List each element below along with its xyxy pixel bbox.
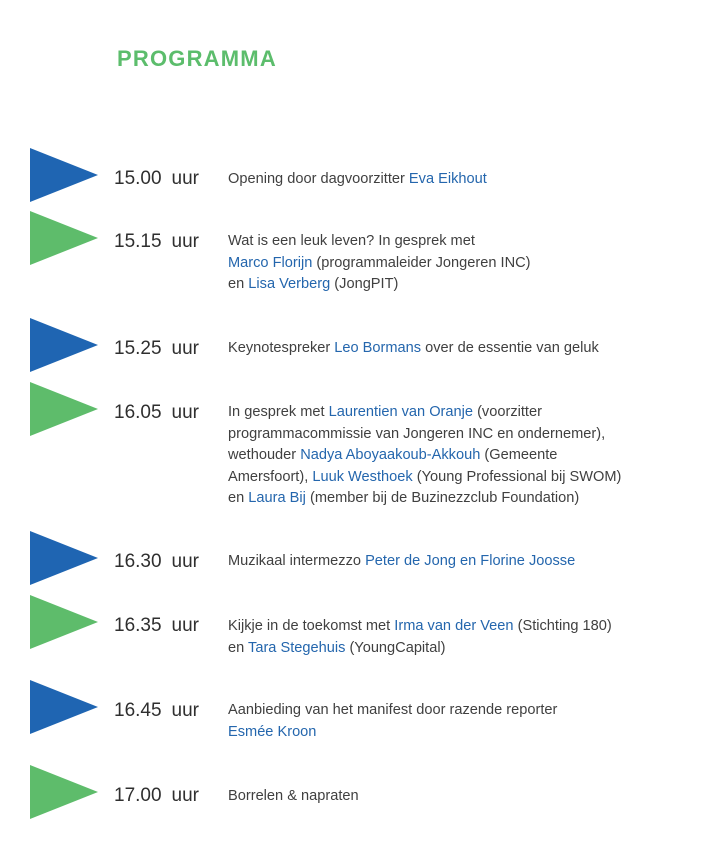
- schedule-time: [114, 551, 199, 573]
- time-unit: uur: [171, 402, 200, 423]
- time-unit: uur: [171, 168, 200, 189]
- schedule-time: [114, 168, 199, 190]
- schedule-description: [228, 786, 698, 808]
- schedule-description: [228, 616, 698, 659]
- speaker-name: Luuk Westhoek: [312, 468, 413, 485]
- speaker-name: Tara Stegehuis: [248, 639, 346, 656]
- speaker-name: Esmée Kroon: [228, 723, 317, 740]
- schedule-time: [114, 402, 199, 424]
- time-unit: uur: [171, 338, 200, 359]
- description-line: [228, 424, 698, 446]
- schedule-description: [228, 169, 698, 191]
- schedule-time: [114, 785, 199, 807]
- speaker-name: Peter de Jong en Florine Joosse: [365, 553, 576, 569]
- schedule-description: [228, 700, 698, 743]
- description-text: Keynotespreker: [228, 340, 335, 356]
- speaker-name: Nadya Aboyaakoub-Akkouh: [300, 447, 481, 463]
- schedule-description: [228, 551, 698, 573]
- schedule-description: [228, 338, 698, 360]
- description-line: [228, 616, 698, 638]
- description-line: [228, 338, 698, 360]
- time-value: 16.35: [114, 615, 162, 636]
- schedule-description: [228, 231, 698, 296]
- speaker-name: Laurentien van Oranje: [328, 404, 474, 420]
- time-value: 15.15: [114, 231, 162, 252]
- description-text: Wat is een leuk leven? In gesprek met: [228, 233, 475, 249]
- arrow-marker-icon: [30, 531, 98, 585]
- description-line: [228, 445, 698, 467]
- time-unit: uur: [171, 700, 200, 721]
- time-value: 15.25: [114, 338, 162, 359]
- speaker-name: Irma van der Veen: [394, 618, 514, 634]
- speaker-name: Laura Bij: [248, 490, 306, 506]
- description-text: (JongPIT): [330, 276, 399, 292]
- schedule-time: [114, 615, 199, 637]
- description-text: over de essentie van geluk: [421, 340, 599, 356]
- description-text: Aanbieding van het manifest door razende reporter: [228, 702, 558, 718]
- schedule-description: [228, 402, 698, 510]
- time-unit: uur: [171, 551, 200, 572]
- description-line: [228, 722, 698, 744]
- description-text: wethouder: [228, 447, 301, 463]
- description-text: (Gemeente: [480, 447, 558, 463]
- arrow-marker-icon: [30, 595, 98, 649]
- description-text: Kijkje in de toekomst met: [228, 618, 395, 634]
- arrow-marker-icon: [30, 148, 98, 202]
- arrow-marker-icon: [30, 318, 98, 372]
- description-line: [228, 253, 698, 275]
- description-text: Amersfoort),: [228, 468, 313, 485]
- description-text: (voorzitter: [473, 404, 542, 420]
- time-unit: uur: [171, 615, 200, 636]
- description-text: (programmaleider Jongeren INC): [312, 254, 531, 271]
- description-line: [228, 638, 698, 660]
- schedule-time: [114, 338, 199, 360]
- time-value: 17.00: [114, 785, 162, 806]
- time-value: 15.00: [114, 168, 162, 189]
- description-line: [228, 551, 698, 573]
- arrow-marker-icon: [30, 382, 98, 436]
- speaker-name: Eva Eikhout: [408, 171, 487, 187]
- description-text: en: [228, 490, 249, 506]
- description-text: (Young Professional bij SWOM): [412, 468, 622, 485]
- description-line: [228, 169, 698, 191]
- description-text: In gesprek met: [228, 404, 329, 420]
- description-line: [228, 402, 698, 424]
- description-text: Opening door dagvoorzitter: [228, 171, 409, 187]
- description-line: [228, 700, 698, 722]
- description-text: en: [228, 639, 249, 656]
- time-value: 16.05: [114, 402, 162, 423]
- time-unit: uur: [171, 231, 200, 252]
- time-unit: uur: [171, 785, 200, 806]
- description-text: en: [228, 276, 249, 292]
- description-line: [228, 231, 698, 253]
- description-text: (Stichting 180): [513, 618, 612, 634]
- time-value: 16.30: [114, 551, 162, 572]
- arrow-marker-icon: [30, 211, 98, 265]
- description-text: Borrelen & napraten: [228, 788, 359, 804]
- arrow-marker-icon: [30, 680, 98, 734]
- speaker-name: Lisa Verberg: [248, 276, 331, 292]
- schedule-time: [114, 700, 199, 722]
- speaker-name: Leo Bormans: [334, 340, 422, 356]
- description-line: [228, 467, 698, 489]
- description-text: Muzikaal intermezzo: [228, 553, 366, 569]
- description-line: [228, 786, 698, 808]
- description-text: (member bij de Buzinezzclub Foundation): [305, 490, 580, 506]
- arrow-marker-icon: [30, 765, 98, 819]
- schedule-time: [114, 231, 199, 253]
- description-line: [228, 274, 698, 296]
- speaker-name: Marco Florijn: [228, 254, 313, 271]
- description-text: programmacommissie van Jongeren INC en ondernemer),: [228, 425, 606, 442]
- page-title: PROGRAMMA: [117, 46, 277, 71]
- description-text: (YoungCapital): [345, 639, 446, 656]
- description-line: [228, 488, 698, 510]
- time-value: 16.45: [114, 700, 162, 721]
